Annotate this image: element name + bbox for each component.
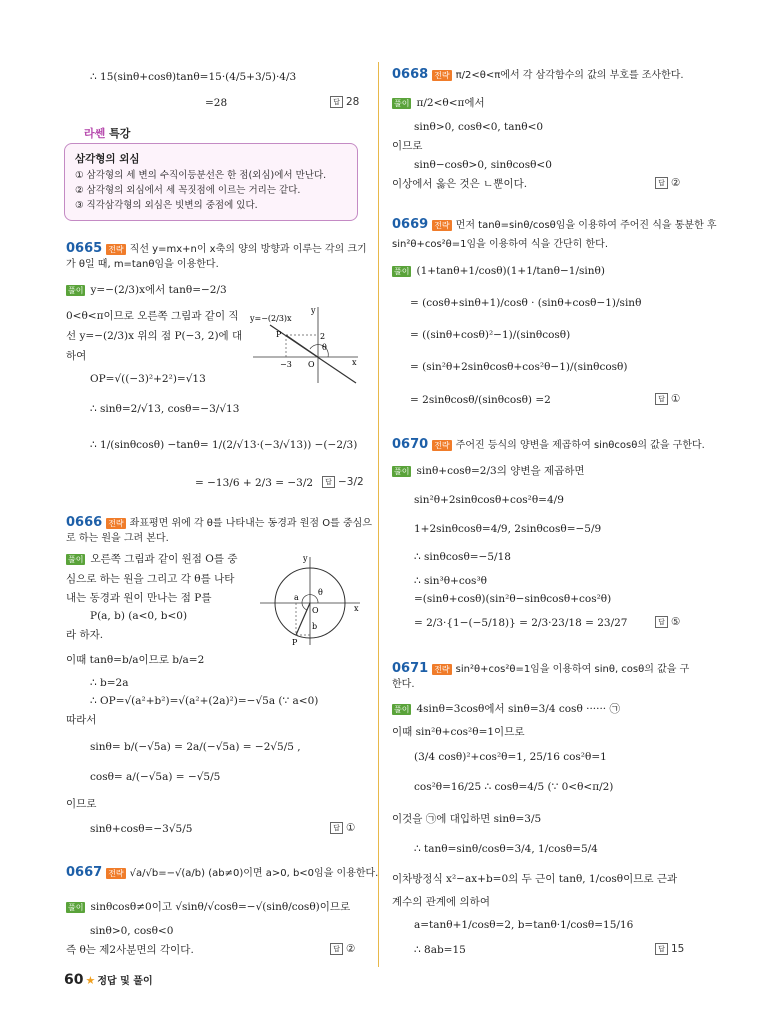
q0665-line-5: OP=√((−3)²+2²)=√13 <box>90 373 206 385</box>
q0666-answer-value: ① <box>346 822 356 834</box>
q0670-line-1 <box>392 464 585 478</box>
q0665-line-3: 선 y=−(2/3)x 위의 점 P(−3, 2)에 대 <box>66 330 243 342</box>
q0669-answer-value: ① <box>671 393 681 405</box>
answer-icon: 답 <box>655 616 668 628</box>
q0671-line-9: a=tanθ+1/cosθ=2, b=tanθ·1/cosθ=15/16 <box>414 919 634 931</box>
fig-p-label: P <box>276 330 282 339</box>
question-number: 0669 <box>392 217 429 232</box>
special-box-item-2: ② 삼각형의 외심에서 세 꼭짓점에 이르는 거리는 같다. <box>75 185 301 196</box>
fig-neg3-label: −3 <box>280 360 292 369</box>
q0666-line-2: 심으로 하는 원을 그리고 각 θ를 나타 <box>66 573 235 585</box>
terminal-ray <box>296 603 310 635</box>
solution-tag: 풀이 <box>394 266 410 276</box>
fig-theta-label: θ <box>318 588 323 597</box>
q0669-line-5: = 2sinθcosθ/(sinθcosθ) =2 <box>410 394 551 406</box>
q0667-line-2: sinθ>0, cosθ<0 <box>90 925 174 937</box>
answer-icon: 답 <box>330 822 343 834</box>
fig-a-label: a <box>294 593 299 602</box>
q0671-line-3: (3/4 cosθ)²+cos²θ=1, 25/16 cos²θ=1 <box>414 751 607 763</box>
q0667-answer-value: ② <box>346 943 356 955</box>
q0666-line-12: 이므로 <box>66 798 97 810</box>
q0670-line-3: 1+2sinθcosθ=4/9, 2sinθcosθ=−5/9 <box>414 523 602 535</box>
q0668-line-2: sinθ>0, cosθ<0, tanθ<0 <box>414 121 544 133</box>
question-number: 0670 <box>392 437 429 452</box>
fig-p-label: P <box>292 638 298 647</box>
strategy-tag: 전략 <box>434 664 450 674</box>
q0667-line-1-text: sinθcosθ≠0이고 √sinθ/√cosθ=−√(sinθ/cosθ)이므로 <box>90 901 351 913</box>
q0665-line-1-text: y=−(2/3)x에서 tanθ=−2/3 <box>90 284 227 296</box>
q0665-figure <box>248 305 360 385</box>
q0671-answer <box>655 943 684 955</box>
solution-tag: 풀이 <box>68 285 84 295</box>
q0667-answer <box>330 943 355 955</box>
q0671-line-5: 이것을 ㉠에 대입하면 sinθ=3/5 <box>392 813 542 825</box>
answer-icon: 답 <box>655 177 668 189</box>
strategy-text: sin²θ+cos²θ=1임을 이용하여 sinθ, cosθ의 값을 구 <box>455 664 690 675</box>
question-number: 0667 <box>66 865 103 880</box>
special-lecture-box <box>64 143 358 221</box>
q0668-header <box>392 66 684 85</box>
q0668-line-1 <box>392 96 485 110</box>
page-number: 60 <box>64 972 84 988</box>
q0669-strategy-line2: sin²θ+cos²θ=1임을 이용하여 식을 간단히 한다. <box>392 239 608 250</box>
q0665-line-4: 하여 <box>66 350 87 362</box>
intro-answer <box>330 96 359 108</box>
fig-y-label: y <box>303 554 308 563</box>
q0666-figure <box>258 553 362 647</box>
q0666-line-10: sinθ= b/(−√5a) = 2a/(−√5a) = −2√5/5 , <box>90 741 301 753</box>
q0669-header <box>392 216 717 235</box>
q0667-line-1 <box>66 900 350 914</box>
special-box-label: 특강 <box>109 127 131 140</box>
answer-icon: 답 <box>330 943 343 955</box>
q0671-line-1 <box>392 702 620 716</box>
strategy-tag: 전략 <box>434 70 450 80</box>
q0671-strategy-line2: 한다. <box>392 679 415 690</box>
strategy-tag: 전략 <box>108 518 124 528</box>
strategy-text: π/2<θ<π에서 각 삼각함수의 값의 부호를 조사한다. <box>455 70 684 81</box>
q0671-answer-value: 15 <box>671 943 685 955</box>
fig-line-label: y=−(2/3)x <box>250 314 292 323</box>
footer-label: 정답 및 풀이 <box>97 976 153 987</box>
q0671-header <box>392 660 689 679</box>
q0666-answer <box>330 822 355 834</box>
strategy-tag: 전략 <box>108 868 124 878</box>
q0668-answer <box>655 177 680 189</box>
q0665-line-6: ∴ sinθ=2/√13, cosθ=−3/√13 <box>90 403 240 415</box>
strategy-tag: 전략 <box>434 440 450 450</box>
fig-2-label: 2 <box>320 332 326 341</box>
question-number: 0665 <box>66 241 103 256</box>
strategy-text: 직선 y=mx+n이 x축의 양의 방향과 이루는 각의 크기 <box>129 244 367 255</box>
strategy-text: 좌표평면 위에 각 θ를 나타내는 동경과 원점 O를 중심으 <box>129 518 372 529</box>
special-box-item-3: ③ 직각삼각형의 외심은 빗변의 중점에 있다. <box>75 200 258 211</box>
q0665-answer <box>322 476 364 488</box>
solution-tag: 풀이 <box>68 902 84 912</box>
intro-line-1: ∴ 15(sinθ+cosθ)tanθ=15·(4/5+3/5)·4/3 <box>90 71 297 83</box>
q0666-line-11: cosθ= a/(−√5a) = −√5/5 <box>90 771 221 783</box>
q0668-line-5: 이상에서 옳은 것은 ㄴ뿐이다. <box>392 178 528 190</box>
q0670-line-4: ∴ sinθcosθ=−5/18 <box>414 551 511 563</box>
q0670-line-6: =(sinθ+cosθ)(sin²θ−sinθcosθ+cos²θ) <box>414 593 612 605</box>
page-footer <box>64 972 153 988</box>
fig-theta-label: θ <box>322 343 327 352</box>
special-box-brand: 라쎈 <box>84 127 106 140</box>
q0666-line-1 <box>66 552 237 566</box>
q0665-answer-value: −3/2 <box>338 476 364 488</box>
special-box-title: 삼각형의 외심 <box>75 153 140 165</box>
q0665-line-8: = −13/6 + 2/3 = −3/2 <box>195 477 314 489</box>
question-number: 0671 <box>392 661 429 676</box>
q0667-line-3: 즉 θ는 제2사분면의 각이다. <box>66 944 194 956</box>
q0671-line-10: ∴ 8ab=15 <box>414 944 466 956</box>
solution-tag: 풀이 <box>394 704 410 714</box>
strategy-text: 주어진 등식의 양변을 제곱하여 sinθcosθ의 값을 구한다. <box>455 440 705 451</box>
fig-b-label: b <box>312 622 318 631</box>
special-box-tag <box>80 125 134 141</box>
fig-x-label: x <box>354 604 359 613</box>
q0670-line-5: ∴ sin³θ+cos³θ <box>414 575 487 587</box>
intro-line-2: =28 <box>205 97 228 109</box>
q0668-answer-value: ② <box>671 177 681 189</box>
q0669-line-4: = (sin²θ+2sinθcosθ+cos²θ−1)/(sinθcosθ) <box>410 361 628 373</box>
answer-icon: 답 <box>655 393 668 405</box>
solution-tag: 풀이 <box>68 554 84 564</box>
q0669-line-1-text: (1+tanθ+1/cosθ)(1+1/tanθ−1/sinθ) <box>416 265 605 277</box>
star-icon: ★ <box>85 974 96 987</box>
q0670-header <box>392 436 705 455</box>
q0665-line-2: 0<θ<π이므로 오른쪽 그림과 같이 직 <box>66 310 239 322</box>
q0666-line-8: ∴ OP=√(a²+b²)=√(a²+(2a)²)=−√5a (∵ a<0) <box>90 695 319 707</box>
q0669-line-3: = ((sinθ+cosθ)²−1)/(sinθcosθ) <box>410 329 571 341</box>
q0666-line-4: P(a, b) (a<0, b<0) <box>90 610 188 622</box>
q0671-line-4: cos²θ=16/25 ∴ cosθ=4/5 (∵ 0<θ<π/2) <box>414 781 614 793</box>
q0668-line-1-text: π/2<θ<π에서 <box>416 97 485 109</box>
q0667-header <box>66 864 378 883</box>
strategy-tag: 전략 <box>434 220 450 230</box>
q0671-line-2: 이때 sin²θ+cos²θ=1이므로 <box>392 726 525 738</box>
fig-o-label: O <box>308 360 315 369</box>
q0670-line-7: = 2/3·{1−(−5/18)} = 2/3·23/18 = 23/27 <box>414 617 628 629</box>
answer-icon: 답 <box>330 96 343 108</box>
q0666-line-3: 내는 동경과 원이 만나는 점 P를 <box>66 592 212 604</box>
q0666-line-9: 따라서 <box>66 714 97 726</box>
q0670-answer-value: ⑤ <box>671 616 681 628</box>
fig-x-label: x <box>352 358 357 367</box>
q0671-line-1-text: 4sinθ=3cosθ에서 sinθ=3/4 cosθ ······ ㉠ <box>416 703 620 715</box>
answer-icon: 답 <box>322 476 335 488</box>
q0669-line-2: = (cosθ+sinθ+1)/cosθ · (sinθ+cosθ−1)/sinθ <box>410 297 642 309</box>
q0666-line-6: 이때 tanθ=b/a이므로 b/a=2 <box>66 654 205 666</box>
solution-tag: 풀이 <box>394 466 410 476</box>
q0668-line-4: sinθ−cosθ>0, sinθcosθ<0 <box>414 159 552 171</box>
intro-answer-value: 28 <box>346 96 360 108</box>
solution-tag: 풀이 <box>394 98 410 108</box>
q0671-line-7: 이차방정식 x²−ax+b=0의 두 근이 tanθ, 1/cosθ이므로 근과 <box>392 873 678 885</box>
q0666-line-1-text: 오른쪽 그림과 같이 원점 O를 중 <box>90 553 238 565</box>
q0670-answer <box>655 616 680 628</box>
fig-o-label: O <box>312 606 319 615</box>
column-divider <box>378 62 379 967</box>
q0666-line-5: 라 하자. <box>66 629 104 641</box>
q0671-line-6: ∴ tanθ=sinθ/cosθ=3/4, 1/cosθ=5/4 <box>414 843 598 855</box>
q0671-line-8: 계수의 관계에 의하여 <box>392 896 490 908</box>
q0669-answer <box>655 393 680 405</box>
fig-y-label: y <box>311 306 316 315</box>
q0666-strategy-line2: 로 하는 원을 그려 본다. <box>66 533 169 544</box>
q0665-strategy-line2: 가 θ일 때, m=tanθ임을 이용한다. <box>66 259 219 270</box>
q0666-line-13: sinθ+cosθ=−3√5/5 <box>90 823 193 835</box>
q0666-line-7: ∴ b=2a <box>90 677 129 689</box>
question-number: 0666 <box>66 515 103 530</box>
question-number: 0668 <box>392 67 429 82</box>
q0670-line-2: sin²θ+2sinθcosθ+cos²θ=4/9 <box>414 494 564 506</box>
strategy-text: √a/√b=−√(a/b) (ab≠0)이면 a>0, b<0임을 이용한다. <box>129 868 379 879</box>
strategy-tag: 전략 <box>108 244 124 254</box>
q0665-line-7: ∴ 1/(sinθcosθ) −tanθ= 1/(2/√13·(−3/√13)) −(−2/3) <box>90 439 358 451</box>
q0670-line-1-text: sinθ+cosθ=2/3의 양변을 제곱하면 <box>416 465 585 477</box>
q0665-line-1 <box>66 283 227 297</box>
q0669-line-1 <box>392 264 605 278</box>
strategy-text: 먼저 tanθ=sinθ/cosθ임을 이용하여 주어진 식을 통분한 후 <box>455 220 717 231</box>
special-box-item-1: ① 삼각형의 세 변의 수직이등분선은 한 점(외심)에서 만난다. <box>75 170 327 181</box>
q0668-line-3: 이므로 <box>392 140 423 152</box>
answer-icon: 답 <box>655 943 668 955</box>
